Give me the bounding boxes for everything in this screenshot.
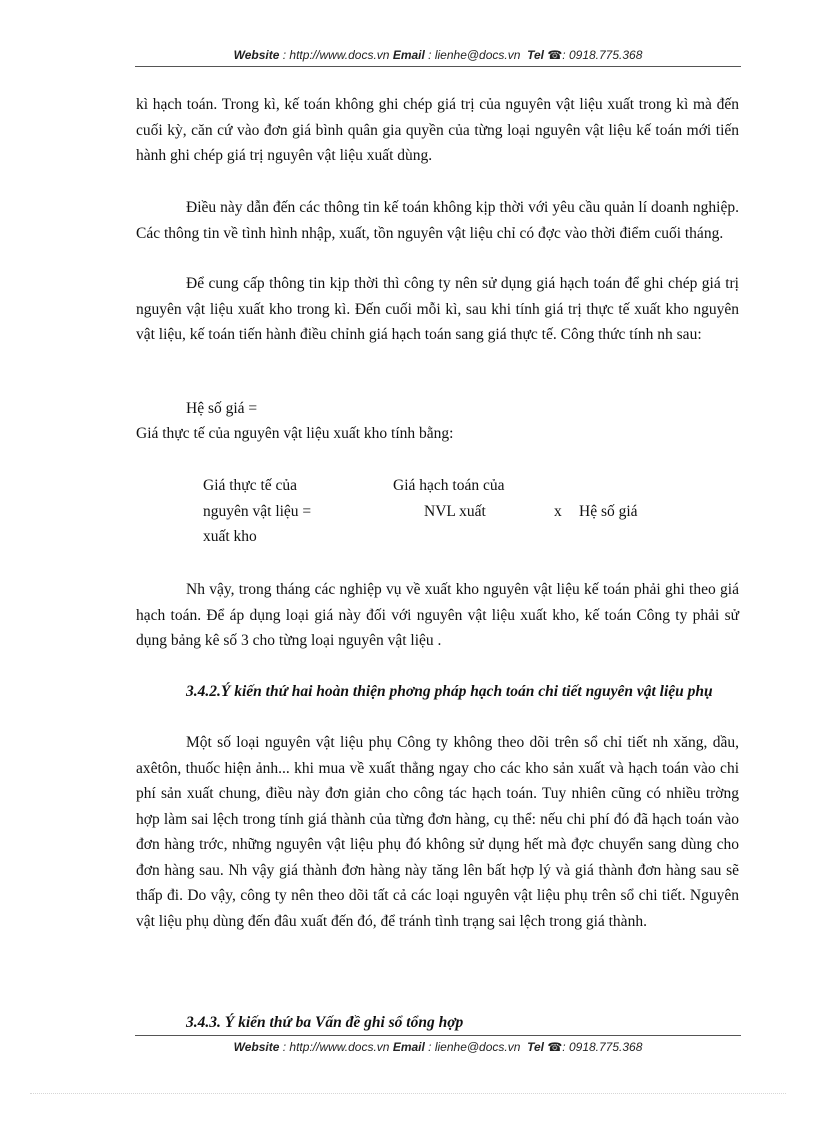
paragraph-3: Để cung cấp thông tin kịp thời thì công ty nên sử dụng giá hạch toán để ghi chép giá trị nguyên vật liệu xuất kho trong kì. Đến cuối mỗi kì, sau khi tính giá trị thực tế xuất kho nguyên vật liệu, kế toán tiến hành điều chỉnh giá hạch toán sang giá thực tế. Công thức tính nh sau: [136,275,739,343]
formula-line-2-nvl: NVL xuất [424,503,486,520]
paragraph-1: kì hạch toán. Trong kì, kế toán không ghi chép giá trị của nguyên vật liệu xuất trong kì mà đến cuối kỳ, căn cứ vào đơn giá bình quân gia quyền của từng loại nguyên vật liệu kế toán mới tiến hành ghi chép giá trị nguyên vật liệu xuất dùng. [136,96,739,164]
formula-line-1-left: Giá thực tế của [203,477,298,494]
paragraph-2: Điều này dẫn đến các thông tin kế toán không kịp thời với yêu cầu quản lí doanh nghiệp. Các thông tin về tình hình nhập, xuất, tồn nguyên vật liệu chỉ có đợc vào thời điểm cuối tháng. [136,199,739,242]
coefficient-label: Hệ số giá = [186,400,258,417]
phone-icon: ☎ [547,48,563,62]
phone-icon: ☎ [547,1040,563,1054]
footer-email-label: Email [392,1040,425,1054]
header-divider [135,66,741,67]
actual-price-intro: Giá thực tế của nguyên vật liệu xuất kho tính bằng: [136,425,454,442]
header-website-label: Website [233,48,280,62]
header-email-label: Email [392,48,425,62]
paragraph-5: Một số loại nguyên vật liệu phụ Công ty không theo dõi trên sổ chỉ tiết nh xăng, dầu, axêtôn, thuốc hiện ảnh... khi mua về xuất thẳng ngay cho các kho sản xuất và hạch toán vào chi phí sản xuất chung, điều này đơn giản cho công tác hạch toán. Tuy nhiên cũng có nhiều trờng hợp làm sai lệch trong tính giá thành của từng đơn hàng, cụ thể: nếu chi phí đó đã hạch toán vào đơn hàng trớc, những nguyên vật liệu phụ đó không sử dụng hết mà đợc chuyển sang dùng cho đơn hàng sau. Nh vậy giá thành đơn hàng này tăng lên bất hợp lý và giá thành đơn hàng sau sẽ thấp đi. Do vậy, công ty nên theo dõi tất cả các loại nguyên vật liệu phụ trên sổ chi tiết. Nguyên vật liệu phụ dùng đến đâu xuất đến đó, để tránh tình trạng sai lệch trong giá thành. [136,734,739,930]
paragraph-4: Nh vậy, trong tháng các nghiệp vụ về xuất kho nguyên vật liệu kế toán phải ghi theo giá hạch toán. Để áp dụng loại giá này đối với nguyên vật liệu xuất kho, kế toán Công ty phải sử dụng bảng kê số 3 cho từng loại nguyên vật liệu . [136,581,739,649]
formula-line-3-left: xuất kho [203,528,257,545]
footer-divider [135,1035,741,1036]
footer-tel-label: Tel [527,1040,544,1054]
footer-website-sep: : [279,1040,290,1054]
footer-website-label: Website [233,1040,280,1054]
footer-email-sep: : [424,1040,435,1054]
formula-multiply: x [554,503,562,520]
page-header [135,48,741,62]
footer-website-url[interactable]: http://www.docs.vn [289,1040,390,1054]
header-website-url[interactable]: http://www.docs.vn [289,48,390,62]
header-website-sep: : [279,48,290,62]
header-tel-value: : 0918.775.368 [562,48,643,62]
header-email-value[interactable]: lienhe@docs.vn [434,48,521,62]
page-footer [135,1040,741,1054]
section-heading-3-4-3: 3.4.3. Ý kiến thứ ba Vấn đề ghi sổ tổng hợp [186,1014,464,1031]
footer-tel-value: : 0918.775.368 [562,1040,643,1054]
formula-line-2-left: nguyên vật liệu = [203,503,312,520]
header-email-sep: : [424,48,435,62]
header-tel-label: Tel [527,48,544,62]
footer-email-value[interactable]: lienhe@docs.vn [434,1040,521,1054]
page-bottom-dotted-border [30,1093,786,1094]
formula-coefficient: Hệ số giá [579,503,638,520]
formula-line-1-right: Giá hạch toán của [393,477,505,494]
section-heading-3-4-2: 3.4.2.Ý kiến thứ hai hoàn thiện phơng pháp hạch toán chi tiết nguyên vật liệu phụ [186,683,713,700]
